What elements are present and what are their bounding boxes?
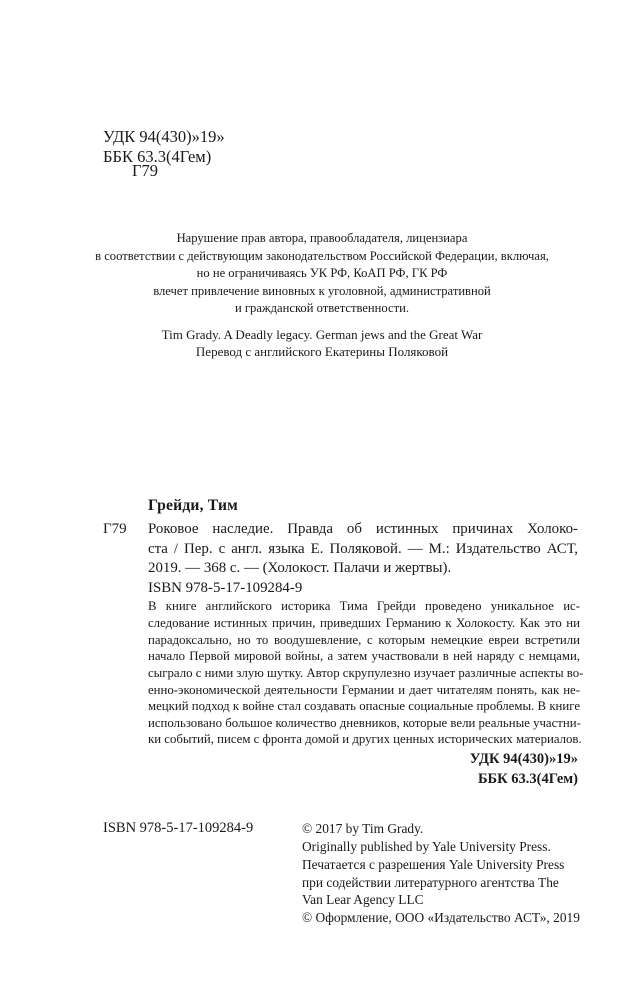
annotation-line: парадоксально, но то воодушевление, с которым немецкие евреи встретили	[148, 633, 580, 647]
rights-notice-line: Нарушение прав автора, правообладателя, лицензиара	[176, 231, 468, 245]
original-title: Tim Grady. A Deadly legacy. German jews and the Great War	[161, 327, 483, 342]
bbk-code: ББК 63.3(4Гем)	[477, 771, 578, 787]
bib-line: Роковое наследие. Правда об истинных причинах Холоко-	[148, 521, 578, 537]
annotation-line: мецкий подход к войне стал создавать опасные социальные проблемы. В книге	[148, 699, 580, 713]
author-sign: Г79	[132, 161, 159, 180]
annotation-line: В книге английского историка Тима Грейди проведено уникальное ис-	[148, 599, 580, 613]
annotation-line: енно-экономической деятельности Германии и дает читателям понять, как не-	[148, 683, 580, 697]
udk-code: УДК 94(430)»19»	[469, 751, 578, 767]
bib-isbn: ISBN 978-5-17-109284-9	[148, 580, 303, 596]
copyright-line: © Оформление, ООО «Издательство АСТ», 2019	[302, 910, 580, 925]
author-heading: Грейди, Тим	[148, 497, 239, 514]
bbk-code: ББК 63.3(4Гем)	[103, 147, 212, 166]
annotation-line: начало Первой мировой войны, а затем участвовали в ней наряду с немцами,	[148, 649, 580, 663]
rights-notice-line: и гражданской ответственности.	[234, 301, 409, 315]
udk-code: УДК 94(430)»19»	[103, 127, 225, 146]
isbn: ISBN 978-5-17-109284-9	[103, 820, 254, 836]
translator-credit: Перевод с английского Екатерины Поляковой	[195, 344, 449, 359]
copyright-line: Van Lear Agency LLC	[302, 892, 424, 907]
rights-notice-line: влечет привлечение виновных к уголовной, административной	[153, 284, 491, 298]
rights-notice-line: но не ограничиваясь УК РФ, КоАП РФ, ГК РФ	[196, 266, 448, 280]
annotation-line: ки событий, писем с фронта домой и других ценных исторических материалов.	[148, 732, 582, 746]
bib-line: 2019. — 368 с. — (Холокост. Палачи и жертвы).	[148, 560, 452, 576]
rights-notice-line: в соответствии с действующим законодательством Российской Федерации, включая,	[95, 249, 549, 263]
annotation-line: использовано большое количество дневников, которые вели реальные участни-	[148, 716, 581, 730]
annotation-line: сыграло с ними злую шутку. Автор скрупулезно изучает различные аспекты во-	[148, 666, 584, 680]
bib-line: ста / Пер. с англ. языка Е. Поляковой. — М.: Издательство АСТ,	[148, 541, 578, 557]
copyright-line: © 2017 by Tim Grady.	[302, 821, 424, 836]
copyright-line: при содействии литературного агентства The	[302, 875, 559, 890]
annotation-line: следование истинных причин, приведших Германию к Холокосту. Как это ни	[148, 616, 580, 630]
copyright-line: Печатается с разрешения Yale University Press	[302, 857, 565, 872]
author-sign: Г79	[103, 521, 127, 537]
copyright-line: Originally published by Yale University Press.	[302, 839, 551, 854]
